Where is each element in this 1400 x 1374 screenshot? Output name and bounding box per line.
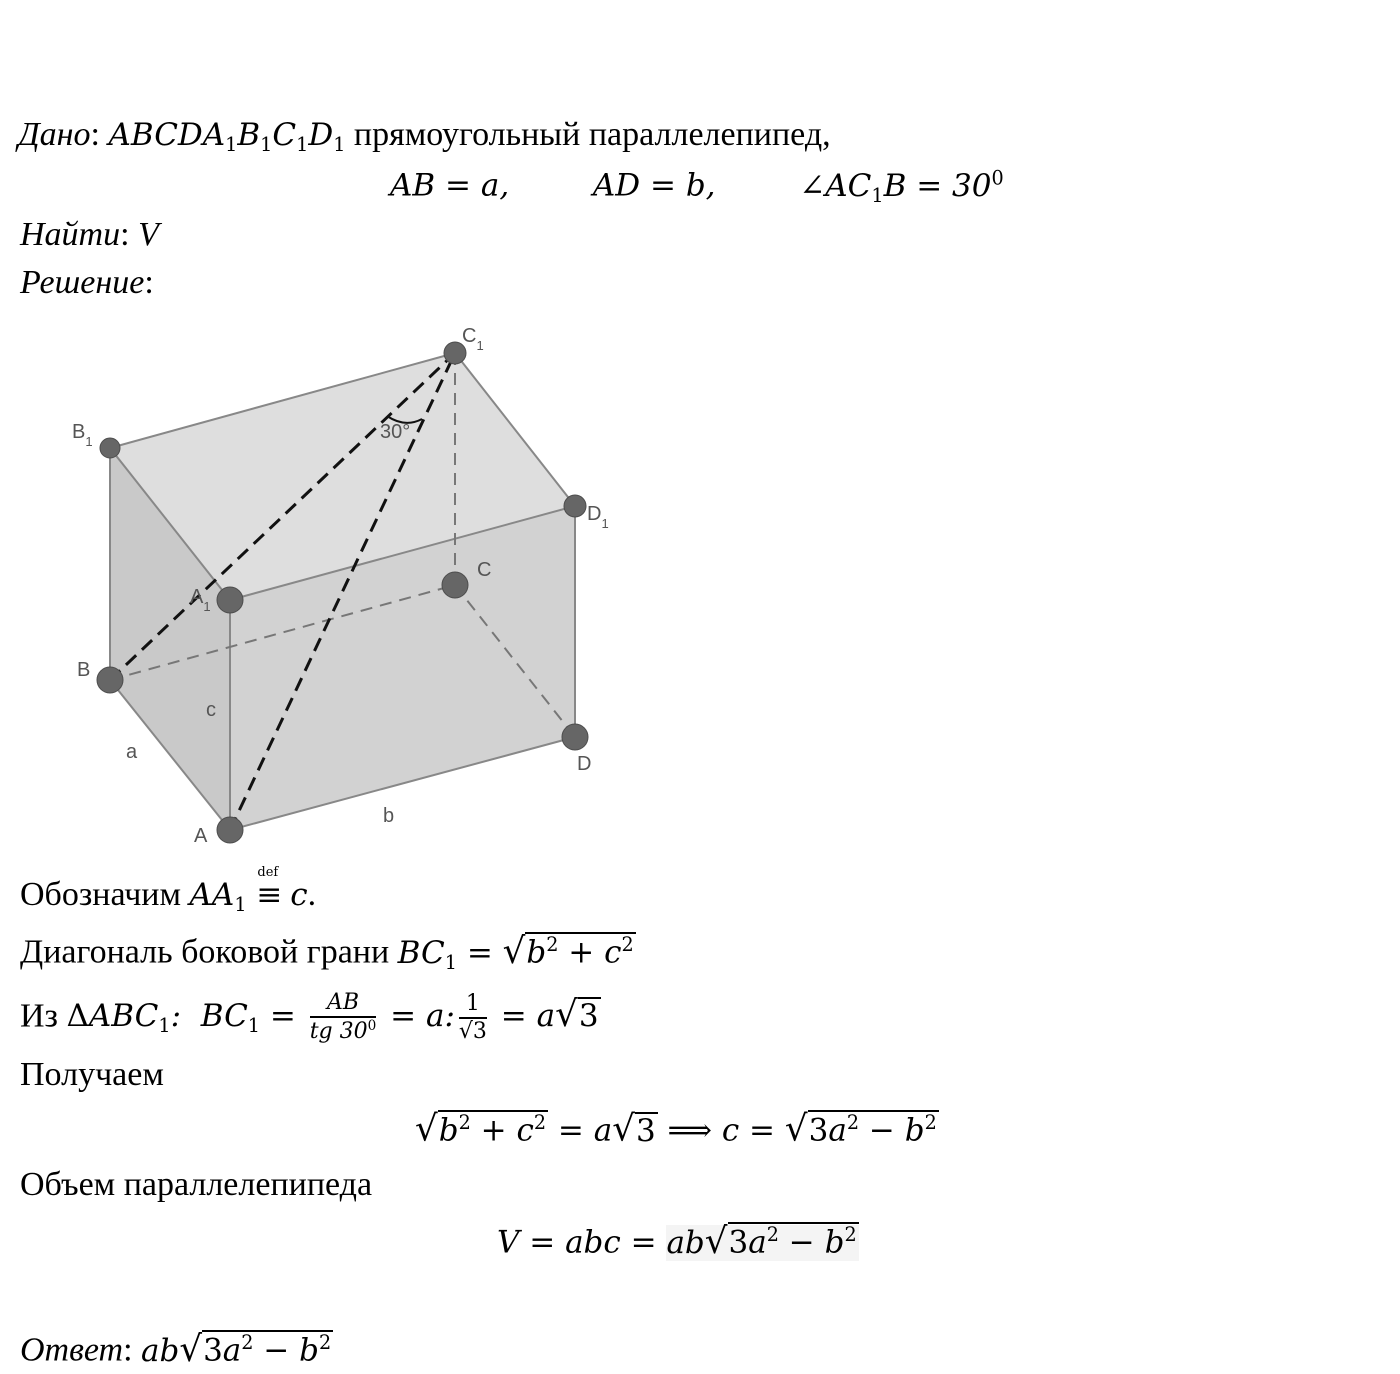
cond-angle: $\angle AC_1B = 30^0$ — [799, 166, 1004, 207]
step-denote-text: Обозначим — [20, 876, 182, 913]
cond-ab: AB = a, — [390, 167, 510, 204]
step-diagonal: Диагональ боковой грани $BC_1 = √b^2 + c^2$ — [20, 930, 634, 974]
step-obtain — [20, 1058, 164, 1092]
label-c1: $C_1$ — [462, 325, 484, 353]
label-b1: $B_1$ — [72, 421, 93, 449]
vertex-d1 — [564, 495, 586, 517]
vertex-b1 — [100, 438, 120, 458]
vertex-b — [97, 667, 123, 693]
cond-ad: AD = b, — [592, 167, 716, 204]
angle-label: 30° — [380, 421, 411, 443]
given-text: прямоугольный параллелепипед, — [353, 116, 831, 153]
given-line: Дано: $ABCDA_1B_1C_1D_1$ прямоугольный параллелепипед, — [18, 116, 831, 156]
label-edge-c: c — [206, 699, 216, 721]
parallelepiped-figure — [40, 318, 680, 858]
solution-label: Решение — [20, 264, 145, 301]
find-label: Найти — [20, 216, 121, 253]
label-b: B — [77, 659, 91, 681]
equation-volume: V = abc = $ab√3a^2 - b^2$ — [497, 1220, 857, 1262]
vertex-a — [217, 817, 243, 843]
label-a: A — [194, 825, 208, 847]
answer-line: Ответ: $ab√3a^2 - b^2$ — [20, 1328, 332, 1370]
vertex-a1 — [217, 587, 243, 613]
label-c: C — [477, 559, 492, 581]
label-d: D — [577, 753, 592, 775]
vertex-d — [562, 724, 588, 750]
step-volume — [20, 1168, 372, 1202]
step-obtain-text: Получаем — [20, 1056, 164, 1093]
solution-line: Решение: — [20, 264, 154, 301]
step-denote: Обозначим $AA_1$ def ≡ c. — [20, 865, 317, 916]
given-box: $ABCDA_1B_1C_1D_1$ — [108, 117, 346, 156]
step-diagonal-text: Диагональ боковой грани — [20, 933, 390, 971]
answer-value: $ab√3a^2 - b^2$ — [141, 1328, 332, 1370]
find-value: V — [138, 216, 159, 253]
label-edge-b: b — [383, 805, 395, 827]
label-edge-a: a — [126, 741, 138, 763]
equation-c: $√b^2 + c^2 = a√3$ ⟹ $c = √3a^2 - b^2$ — [415, 1108, 937, 1150]
step-volume-text: Объем параллелепипеда — [20, 1166, 373, 1203]
find-line: Найти: V — [20, 216, 159, 253]
step-triangle-text: Из — [20, 997, 58, 1035]
given-conditions — [390, 168, 1004, 205]
label-a1: $A_1$ — [190, 586, 211, 614]
vertex-c — [442, 572, 468, 598]
given-label: Дано — [18, 116, 91, 153]
label-d1: $D_1$ — [587, 503, 609, 531]
answer-label: Ответ — [20, 1331, 124, 1369]
step-triangle: Из $\Delta ABC_1$: $BC_1$ = $\frac{AB}{tg 30^0}$ = a: $\frac{1}{√3}$ = a√3 — [20, 990, 599, 1045]
